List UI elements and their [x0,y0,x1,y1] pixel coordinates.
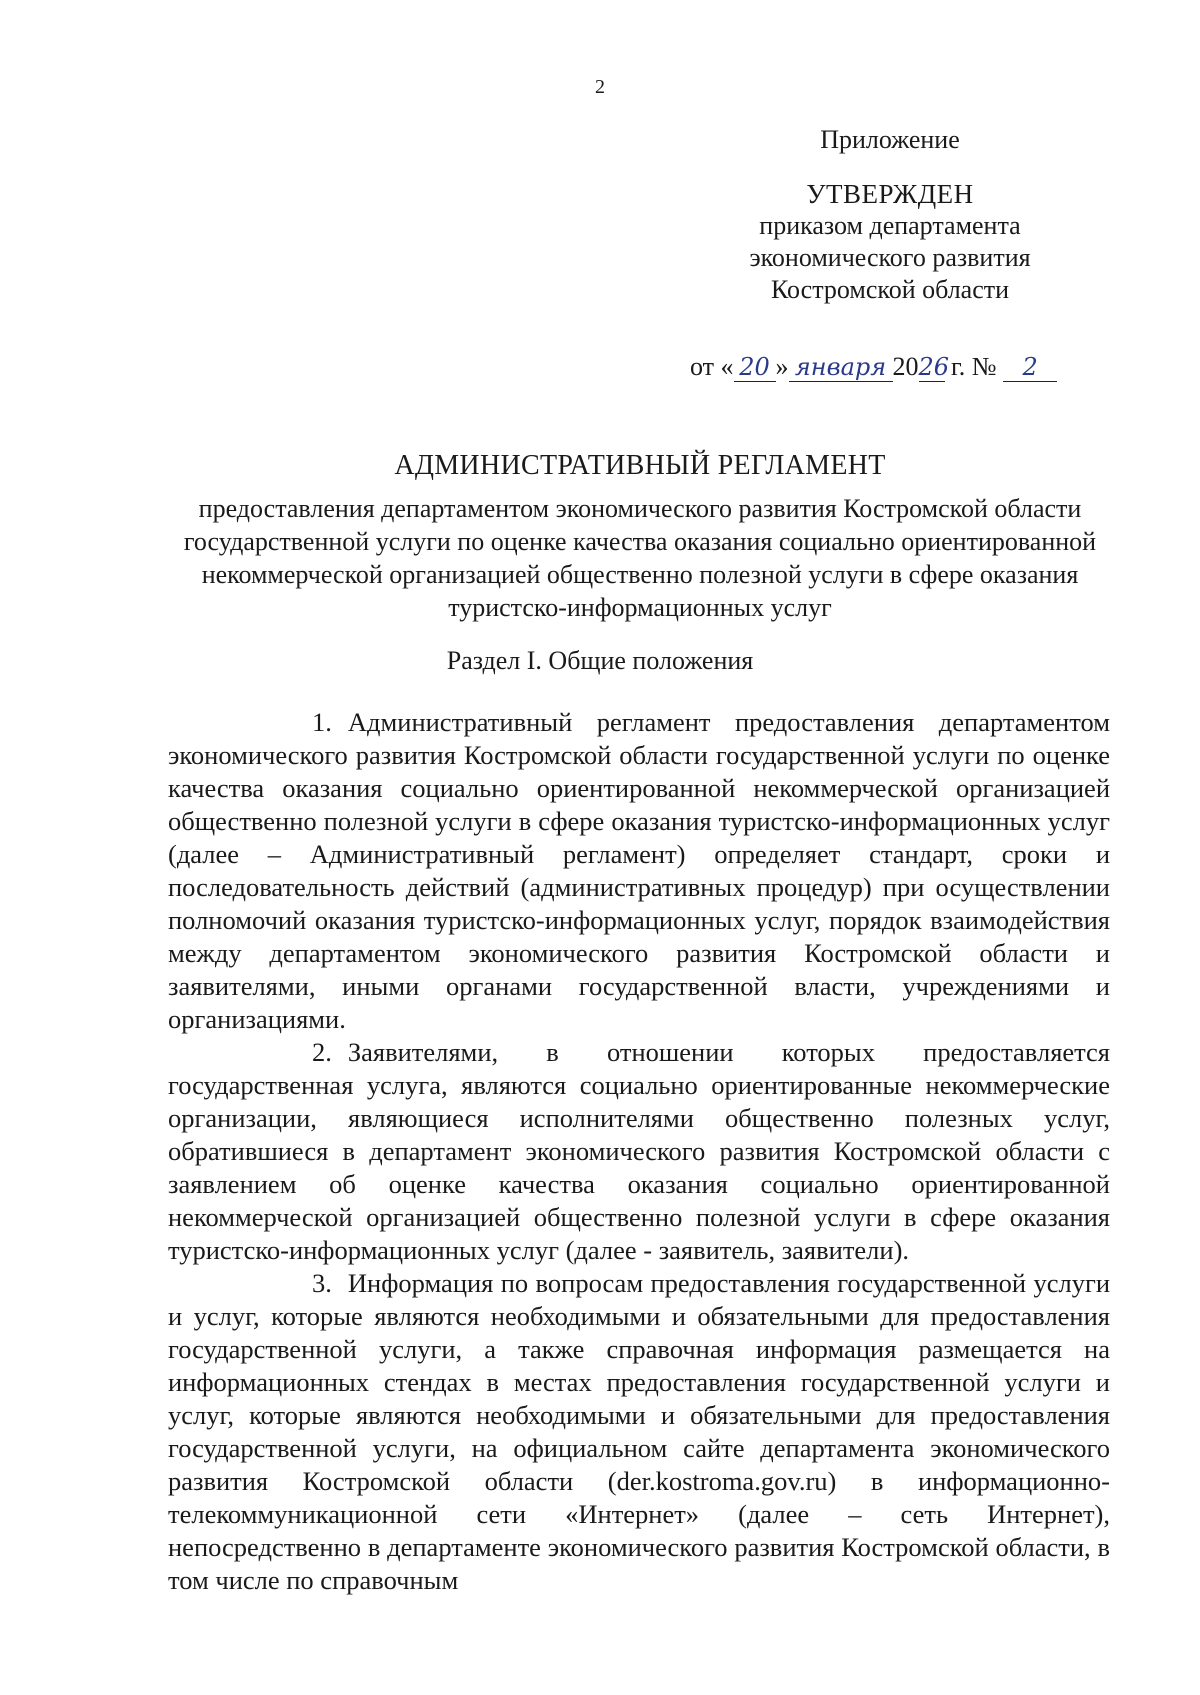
handwritten-day: 20 [734,353,776,382]
approved-label: УТВЕРЖДЕН [806,179,974,209]
paragraph-number: 3. [312,1268,332,1298]
approval-line: экономического развития [749,243,1031,272]
order-date-number [690,352,1057,382]
paragraph-number: 1. [312,707,332,737]
document-title: АДМИНИСТРАТИВНЫЙ РЕГЛАМЕНТ [394,450,886,481]
paragraph-text: Административный регламент предоставления департаментом экономического развития Костромской области государственной услуги по оценке качества оказания социально ориентированной некоммерческой организацией общественно полезной услуги в сфере оказания туристско-информационных услуг (далее – Административный регламент) определяет стандарт, сроки и последовательность действий (административных процедур) при осуществлении полномочий оказания туристско-информационных услуг, порядок взаимодействия между департаментом экономического развития Костромской области и заявителями, иными органами государственной власти, учреждениями и организациями. [168,707,1110,1034]
handwritten-month: января [789,353,893,382]
paragraph [168,1036,1110,1267]
order-mid: » [775,352,789,381]
section-title: Раздел I. Общие положения [446,646,754,675]
paragraph [168,706,1110,1036]
page-number: 2 [595,76,605,98]
order-prefix: от « [690,352,734,381]
approval-line: Костромской области [770,275,1010,304]
document-subtitle: предоставления департаментом экономического развития Костромской области государственной услуги по оценке качества оказания социально ориентированной некоммерческой организацией общественно полезной услуги в сфере оказания туристско-информационных услуг [183,494,1097,622]
approval-line: приказом департамента [759,211,1021,240]
approval-block [700,124,1080,306]
paragraph-number: 2. [312,1037,332,1067]
body-text [168,706,1110,1597]
appendix-label: Приложение [820,125,960,154]
order-after-year: г. № [944,352,1004,381]
handwritten-order-number: 2 [1003,353,1057,382]
handwritten-year: 26 [918,353,950,381]
paragraph [168,1267,1110,1597]
paragraph-text: Информация по вопросам предоставления государственной услуги и услуг, которые являются необходимыми и обязательными для предоставления государственной услуги, а также справочная информация размещается на информационных стендах в местах предоставления государственной услуги и услуг, которые являются необходимыми и обязательными для предоставления государственной услуги, на официальном сайте департамента экономического развития Костромской области (der.kostroma.gov.ru) в информационно-телекоммуникационной сети «Интернет» (далее – сеть Интернет), непосредственно в департаменте экономического развития Костромской области, в том числе по справочным [168,1268,1110,1595]
order-year-prefix: 20 [892,352,919,381]
paragraph-text: Заявителями, в отношении которых предоставляется государственная услуга, являются социально ориентированные некоммерческие организации, являющиеся исполнителями общественно полезных услуг, обратившиеся в департамент экономического развития Костромской области с заявлением об оценке качества оказания социально ориентированной некоммерческой организацией общественно полезной услуги в сфере оказания туристско-информационных услуг (далее - заявитель, заявители). [168,1037,1110,1265]
